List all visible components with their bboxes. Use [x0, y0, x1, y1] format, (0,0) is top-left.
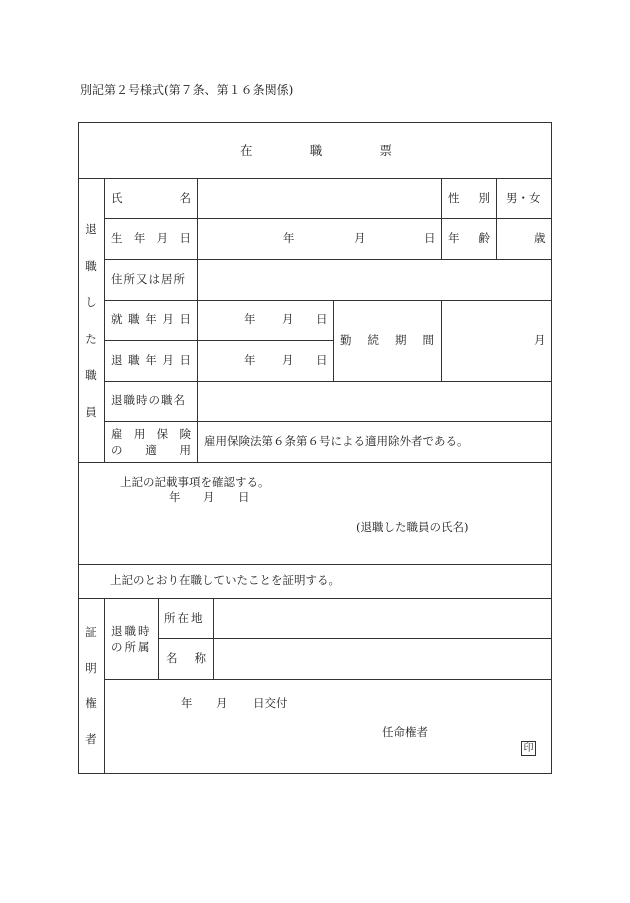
label-char: 間	[422, 333, 434, 347]
title-char: 在	[240, 143, 253, 158]
section-label-char: 職	[85, 368, 97, 382]
column-divider	[197, 178, 198, 462]
label-char: 保	[156, 427, 169, 441]
employment-date-field[interactable]	[199, 302, 332, 339]
employment-date-label	[111, 314, 191, 326]
column-divider	[496, 178, 497, 259]
frame-top-border	[78, 122, 552, 123]
section-label-char: し	[85, 295, 97, 309]
label-char: 齢	[478, 231, 490, 245]
seal-mark: 印	[521, 741, 536, 756]
retirement-position-label: 退職時の職名	[111, 393, 186, 407]
frame-bottom-border	[78, 773, 552, 774]
retirement-date-field[interactable]	[199, 342, 332, 379]
label-char: 用	[179, 443, 191, 457]
org-name-label	[166, 653, 206, 665]
retirement-position-field[interactable]	[199, 383, 550, 420]
month-unit: 月	[282, 312, 294, 326]
address-label: 住所又は居所	[111, 272, 186, 286]
section-label-char: 職	[85, 258, 97, 273]
confirmation-date-year: 年	[169, 490, 181, 504]
label-char: 職	[128, 353, 140, 367]
column-divider	[213, 598, 214, 679]
label-char: 適	[145, 443, 157, 457]
label-char: 名	[166, 651, 178, 665]
retirement-date-label	[111, 355, 191, 367]
label-char: 就	[111, 312, 123, 326]
issue-date-month: 月	[216, 696, 228, 710]
label-char: 性	[448, 191, 460, 205]
row-divider	[104, 679, 552, 680]
label-char: 年	[133, 231, 146, 245]
day-unit: 日	[316, 312, 328, 326]
row-divider	[104, 340, 333, 341]
section-label-char: 者	[85, 731, 97, 746]
insurance-label-line1	[111, 429, 191, 441]
name-field[interactable]	[199, 180, 440, 217]
day-unit: 日	[316, 353, 328, 367]
certifier-section-label	[84, 627, 98, 745]
label-char: 続	[367, 333, 379, 347]
label-char: 月	[156, 231, 169, 245]
issue-date-year: 年	[181, 696, 193, 710]
month-unit: 月	[282, 353, 294, 367]
form-header: 別記第２号様式(第７条、第１６条関係)	[80, 83, 294, 97]
label-char: 月	[162, 353, 174, 367]
month-unit: 月	[354, 231, 366, 245]
title-char: 票	[379, 143, 392, 158]
row-divider	[78, 178, 552, 179]
affiliation-label-line1: 退職時	[111, 624, 152, 638]
appointing-authority-label: 任命権者	[382, 725, 428, 739]
section-label-char: た	[85, 331, 97, 346]
row-divider	[158, 638, 552, 639]
row-divider	[104, 381, 552, 382]
label-char: 期	[395, 333, 407, 347]
issue-date-suffix: 日交付	[253, 696, 288, 710]
employee-name-signature-field[interactable]	[110, 512, 350, 552]
label-char: 年	[448, 231, 460, 245]
label-char: 称	[194, 651, 206, 665]
label-char: 雇	[111, 427, 123, 441]
confirmation-text: 上記の記載事項を確認する。	[120, 475, 270, 489]
certification-text: 上記のとおり在職していたことを証明する。	[110, 573, 340, 587]
column-divider	[158, 598, 159, 679]
name-label	[111, 193, 191, 205]
sex-options[interactable]: 男・女	[506, 191, 541, 205]
row-divider	[78, 598, 552, 599]
label-char: 日	[179, 353, 191, 367]
row-divider	[78, 564, 552, 565]
service-period-field[interactable]	[443, 302, 550, 380]
label-char: 月	[162, 312, 174, 326]
birth-date-label	[111, 233, 191, 245]
label-char: 生	[111, 231, 123, 245]
column-divider	[333, 300, 334, 381]
service-period-label	[340, 335, 434, 347]
age-label	[448, 233, 490, 245]
section-label-char: 権	[85, 696, 97, 710]
label-char: 別	[478, 191, 490, 205]
label-char: 険	[179, 427, 191, 441]
location-field[interactable]	[215, 600, 550, 637]
retired-employee-section-label	[84, 224, 98, 418]
day-unit: 日	[424, 231, 436, 245]
section-label-char: 退	[85, 222, 97, 236]
year-unit: 年	[283, 231, 295, 245]
location-label: 所在地	[164, 611, 205, 625]
label-char: の	[111, 443, 123, 457]
label-char: 勤	[340, 333, 352, 347]
label-char: 日	[179, 231, 191, 245]
year-unit: 年	[244, 312, 256, 326]
column-divider	[441, 178, 442, 259]
column-divider	[441, 300, 442, 381]
label-char: 退	[111, 353, 123, 367]
label-char: 名	[179, 191, 191, 205]
org-name-field[interactable]	[215, 640, 550, 677]
sex-label	[448, 193, 490, 205]
row-divider	[78, 462, 552, 463]
birth-date-field[interactable]	[199, 220, 440, 257]
confirmation-date-day: 日	[238, 490, 250, 504]
insurance-label-line2	[111, 445, 191, 457]
row-divider	[104, 421, 552, 422]
year-unit: 年	[244, 353, 256, 367]
age-unit: 歳	[534, 231, 546, 245]
affiliation-label-line2: の所属	[111, 640, 152, 654]
label-char: 氏	[111, 191, 123, 205]
column-divider	[104, 178, 105, 462]
confirmation-date-month: 月	[203, 490, 215, 504]
frame-right-border	[551, 122, 552, 774]
row-divider	[104, 259, 552, 260]
title-char: 職	[309, 143, 323, 158]
form-title	[240, 145, 392, 158]
label-char: 用	[133, 427, 146, 441]
row-divider	[104, 300, 552, 301]
column-divider	[104, 598, 105, 773]
label-char: 年	[145, 312, 157, 326]
frame-left-border	[78, 122, 79, 774]
employee-name-caption: (退職した職員の氏名)	[356, 520, 469, 534]
insurance-text: 雇用保険法第６条第６号による適用除外者である。	[204, 434, 469, 448]
label-char: 年	[145, 353, 157, 367]
row-divider	[104, 218, 552, 219]
label-char: 日	[179, 312, 191, 326]
month-unit: 月	[534, 333, 546, 347]
section-label-char: 証	[85, 625, 97, 639]
section-label-char: 員	[85, 404, 97, 419]
address-field[interactable]	[199, 261, 550, 298]
section-label-char: 明	[85, 660, 97, 675]
label-char: 職	[128, 312, 140, 326]
